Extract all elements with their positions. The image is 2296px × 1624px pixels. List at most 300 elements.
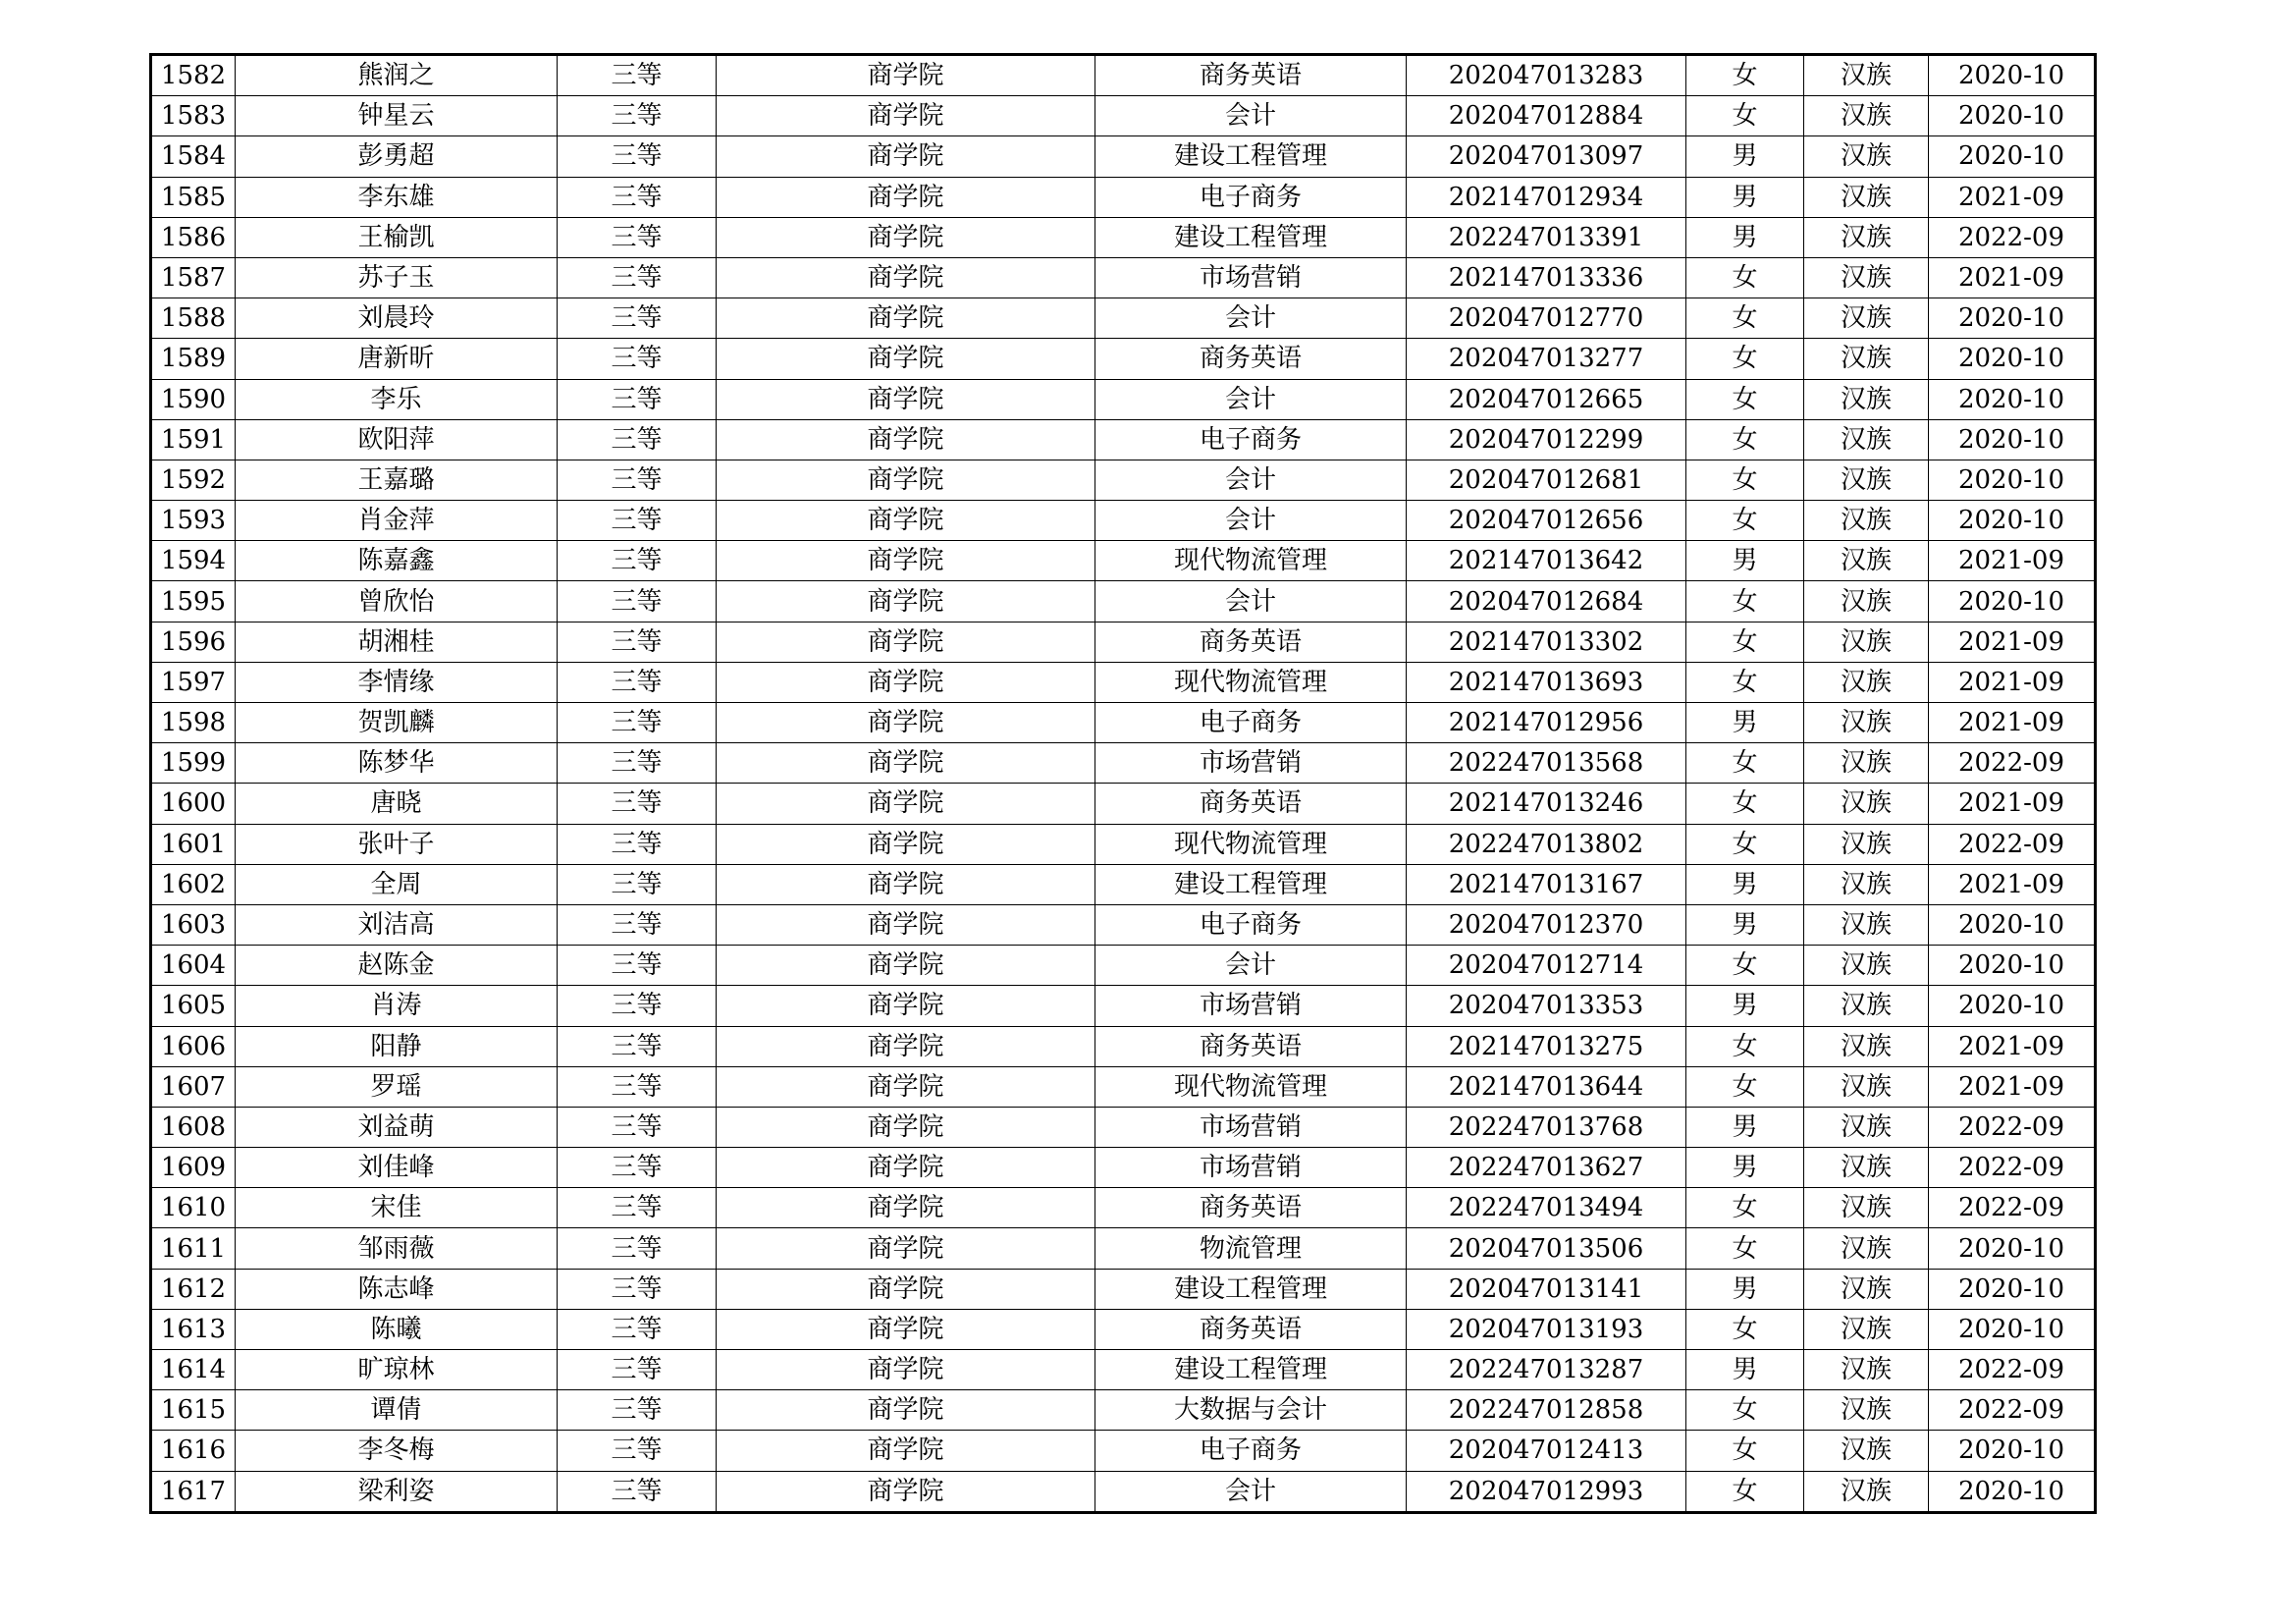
enrollment-date-cell: 2022-09 [1929, 743, 2096, 784]
college-cell: 商学院 [717, 1350, 1095, 1390]
college-cell: 商学院 [717, 55, 1095, 96]
table-row [151, 1309, 2096, 1349]
enrollment-date-cell: 2020-10 [1929, 55, 2096, 96]
ethnicity-cell: 汉族 [1804, 257, 1929, 298]
student-name-cell: 全周 [236, 864, 558, 904]
ethnicity-cell: 汉族 [1804, 1148, 1929, 1188]
award-level-cell: 三等 [558, 298, 717, 339]
student-name-cell: 邹雨薇 [236, 1228, 558, 1269]
college-cell: 商学院 [717, 986, 1095, 1026]
ethnicity-cell: 汉族 [1804, 136, 1929, 177]
ethnicity-cell: 汉族 [1804, 419, 1929, 460]
student-id-cell: 202247013802 [1407, 824, 1686, 864]
award-level-cell: 三等 [558, 501, 717, 541]
award-level-cell: 三等 [558, 581, 717, 622]
serial-number-cell: 1615 [151, 1390, 236, 1431]
serial-number-cell: 1604 [151, 946, 236, 986]
table-row [151, 1107, 2096, 1147]
major-cell: 会计 [1095, 96, 1407, 136]
student-id-cell: 202047012684 [1407, 581, 1686, 622]
ethnicity-cell: 汉族 [1804, 946, 1929, 986]
serial-number-cell: 1606 [151, 1026, 236, 1066]
major-cell: 会计 [1095, 460, 1407, 500]
table-row [151, 1066, 2096, 1107]
major-cell: 会计 [1095, 379, 1407, 419]
ethnicity-cell: 汉族 [1804, 1390, 1929, 1431]
student-name-cell: 曾欣怡 [236, 581, 558, 622]
student-name-cell: 陈梦华 [236, 743, 558, 784]
gender-cell: 女 [1686, 298, 1804, 339]
serial-number-cell: 1612 [151, 1269, 236, 1309]
award-level-cell: 三等 [558, 1026, 717, 1066]
student-name-cell: 唐新昕 [236, 339, 558, 379]
student-name-cell: 肖金萍 [236, 501, 558, 541]
enrollment-date-cell: 2020-10 [1929, 1431, 2096, 1471]
student-name-cell: 彭勇超 [236, 136, 558, 177]
award-level-cell: 三等 [558, 1107, 717, 1147]
gender-cell: 男 [1686, 904, 1804, 945]
major-cell: 会计 [1095, 501, 1407, 541]
student-name-cell: 贺凯麟 [236, 703, 558, 743]
enrollment-date-cell: 2022-09 [1929, 824, 2096, 864]
award-level-cell: 三等 [558, 1431, 717, 1471]
major-cell: 现代物流管理 [1095, 662, 1407, 702]
enrollment-date-cell: 2021-09 [1929, 1026, 2096, 1066]
college-cell: 商学院 [717, 1188, 1095, 1228]
college-cell: 商学院 [717, 1148, 1095, 1188]
gender-cell: 女 [1686, 1066, 1804, 1107]
serial-number-cell: 1590 [151, 379, 236, 419]
award-level-cell: 三等 [558, 257, 717, 298]
student-name-cell: 陈曦 [236, 1309, 558, 1349]
serial-number-cell: 1610 [151, 1188, 236, 1228]
student-name-cell: 刘佳峰 [236, 1148, 558, 1188]
student-name-cell: 旷琼林 [236, 1350, 558, 1390]
enrollment-date-cell: 2020-10 [1929, 136, 2096, 177]
serial-number-cell: 1587 [151, 257, 236, 298]
ethnicity-cell: 汉族 [1804, 1188, 1929, 1228]
table-row [151, 177, 2096, 217]
gender-cell: 女 [1686, 622, 1804, 662]
table-row [151, 96, 2096, 136]
table-row [151, 1228, 2096, 1269]
major-cell: 市场营销 [1095, 1107, 1407, 1147]
major-cell: 电子商务 [1095, 904, 1407, 945]
major-cell: 会计 [1095, 1471, 1407, 1512]
serial-number-cell: 1596 [151, 622, 236, 662]
enrollment-date-cell: 2021-09 [1929, 784, 2096, 824]
enrollment-date-cell: 2020-10 [1929, 1471, 2096, 1512]
major-cell: 商务英语 [1095, 1188, 1407, 1228]
ethnicity-cell: 汉族 [1804, 460, 1929, 500]
student-id-cell: 202147013167 [1407, 864, 1686, 904]
serial-number-cell: 1602 [151, 864, 236, 904]
major-cell: 市场营销 [1095, 257, 1407, 298]
major-cell: 建设工程管理 [1095, 864, 1407, 904]
student-name-cell: 王榆凯 [236, 217, 558, 257]
award-level-cell: 三等 [558, 136, 717, 177]
table-row [151, 784, 2096, 824]
college-cell: 商学院 [717, 1228, 1095, 1269]
ethnicity-cell: 汉族 [1804, 1350, 1929, 1390]
enrollment-date-cell: 2020-10 [1929, 379, 2096, 419]
ethnicity-cell: 汉族 [1804, 743, 1929, 784]
award-level-cell: 三等 [558, 904, 717, 945]
award-level-cell: 三等 [558, 460, 717, 500]
ethnicity-cell: 汉族 [1804, 96, 1929, 136]
serial-number-cell: 1598 [151, 703, 236, 743]
serial-number-cell: 1608 [151, 1107, 236, 1147]
major-cell: 建设工程管理 [1095, 1269, 1407, 1309]
ethnicity-cell: 汉族 [1804, 177, 1929, 217]
major-cell: 商务英语 [1095, 339, 1407, 379]
major-cell: 商务英语 [1095, 622, 1407, 662]
gender-cell: 男 [1686, 703, 1804, 743]
serial-number-cell: 1611 [151, 1228, 236, 1269]
student-id-cell: 202047012299 [1407, 419, 1686, 460]
table-row [151, 1269, 2096, 1309]
student-name-cell: 王嘉璐 [236, 460, 558, 500]
gender-cell: 女 [1686, 257, 1804, 298]
ethnicity-cell: 汉族 [1804, 784, 1929, 824]
serial-number-cell: 1588 [151, 298, 236, 339]
gender-cell: 女 [1686, 743, 1804, 784]
ethnicity-cell: 汉族 [1804, 541, 1929, 581]
student-id-cell: 202047012413 [1407, 1431, 1686, 1471]
enrollment-date-cell: 2020-10 [1929, 298, 2096, 339]
enrollment-date-cell: 2020-10 [1929, 946, 2096, 986]
major-cell: 电子商务 [1095, 177, 1407, 217]
college-cell: 商学院 [717, 217, 1095, 257]
college-cell: 商学院 [717, 662, 1095, 702]
award-level-cell: 三等 [558, 946, 717, 986]
student-name-cell: 刘洁高 [236, 904, 558, 945]
student-id-cell: 202047012370 [1407, 904, 1686, 945]
student-id-cell: 202047012714 [1407, 946, 1686, 986]
student-id-cell: 202047013506 [1407, 1228, 1686, 1269]
major-cell: 现代物流管理 [1095, 541, 1407, 581]
award-level-cell: 三等 [558, 55, 717, 96]
college-cell: 商学院 [717, 298, 1095, 339]
student-name-cell: 苏子玉 [236, 257, 558, 298]
serial-number-cell: 1600 [151, 784, 236, 824]
student-name-cell: 肖涛 [236, 986, 558, 1026]
award-level-cell: 三等 [558, 1066, 717, 1107]
major-cell: 建设工程管理 [1095, 1350, 1407, 1390]
ethnicity-cell: 汉族 [1804, 1107, 1929, 1147]
gender-cell: 男 [1686, 177, 1804, 217]
ethnicity-cell: 汉族 [1804, 986, 1929, 1026]
major-cell: 市场营销 [1095, 1148, 1407, 1188]
table-row [151, 904, 2096, 945]
college-cell: 商学院 [717, 581, 1095, 622]
gender-cell: 女 [1686, 339, 1804, 379]
enrollment-date-cell: 2020-10 [1929, 581, 2096, 622]
college-cell: 商学院 [717, 784, 1095, 824]
college-cell: 商学院 [717, 1471, 1095, 1512]
enrollment-date-cell: 2020-10 [1929, 460, 2096, 500]
gender-cell: 男 [1686, 136, 1804, 177]
table-row [151, 257, 2096, 298]
enrollment-date-cell: 2021-09 [1929, 662, 2096, 702]
student-name-cell: 阳静 [236, 1026, 558, 1066]
award-level-cell: 三等 [558, 1350, 717, 1390]
award-level-cell: 三等 [558, 379, 717, 419]
ethnicity-cell: 汉族 [1804, 379, 1929, 419]
ethnicity-cell: 汉族 [1804, 1431, 1929, 1471]
student-id-cell: 202047012770 [1407, 298, 1686, 339]
gender-cell: 女 [1686, 501, 1804, 541]
major-cell: 电子商务 [1095, 419, 1407, 460]
student-id-cell: 202047013353 [1407, 986, 1686, 1026]
ethnicity-cell: 汉族 [1804, 1066, 1929, 1107]
college-cell: 商学院 [717, 460, 1095, 500]
gender-cell: 男 [1686, 1350, 1804, 1390]
gender-cell: 女 [1686, 946, 1804, 986]
award-level-cell: 三等 [558, 1228, 717, 1269]
enrollment-date-cell: 2020-10 [1929, 96, 2096, 136]
enrollment-date-cell: 2021-09 [1929, 622, 2096, 662]
student-name-cell: 刘晨玲 [236, 298, 558, 339]
major-cell: 市场营销 [1095, 743, 1407, 784]
college-cell: 商学院 [717, 703, 1095, 743]
gender-cell: 男 [1686, 217, 1804, 257]
table-row [151, 743, 2096, 784]
student-id-cell: 202047012681 [1407, 460, 1686, 500]
college-cell: 商学院 [717, 379, 1095, 419]
enrollment-date-cell: 2020-10 [1929, 501, 2096, 541]
award-level-cell: 三等 [558, 743, 717, 784]
student-name-cell: 钟星云 [236, 96, 558, 136]
serial-number-cell: 1599 [151, 743, 236, 784]
ethnicity-cell: 汉族 [1804, 1269, 1929, 1309]
serial-number-cell: 1582 [151, 55, 236, 96]
major-cell: 现代物流管理 [1095, 1066, 1407, 1107]
ethnicity-cell: 汉族 [1804, 864, 1929, 904]
award-level-cell: 三等 [558, 703, 717, 743]
award-level-cell: 三等 [558, 1309, 717, 1349]
college-cell: 商学院 [717, 1066, 1095, 1107]
student-id-cell: 202147012956 [1407, 703, 1686, 743]
award-level-cell: 三等 [558, 419, 717, 460]
student-name-cell: 宋佳 [236, 1188, 558, 1228]
award-level-cell: 三等 [558, 622, 717, 662]
major-cell: 会计 [1095, 298, 1407, 339]
student-name-cell: 李乐 [236, 379, 558, 419]
student-id-cell: 202147012934 [1407, 177, 1686, 217]
gender-cell: 男 [1686, 1269, 1804, 1309]
enrollment-date-cell: 2021-09 [1929, 177, 2096, 217]
student-name-cell: 欧阳萍 [236, 419, 558, 460]
award-level-cell: 三等 [558, 662, 717, 702]
student-id-cell: 202047012884 [1407, 96, 1686, 136]
serial-number-cell: 1585 [151, 177, 236, 217]
award-level-cell: 三等 [558, 339, 717, 379]
table-row [151, 824, 2096, 864]
enrollment-date-cell: 2020-10 [1929, 904, 2096, 945]
ethnicity-cell: 汉族 [1804, 1309, 1929, 1349]
student-id-cell: 202047013277 [1407, 339, 1686, 379]
serial-number-cell: 1617 [151, 1471, 236, 1512]
table-row [151, 1390, 2096, 1431]
table-row [151, 1431, 2096, 1471]
enrollment-date-cell: 2021-09 [1929, 864, 2096, 904]
college-cell: 商学院 [717, 864, 1095, 904]
student-name-cell: 熊润之 [236, 55, 558, 96]
enrollment-date-cell: 2022-09 [1929, 1107, 2096, 1147]
ethnicity-cell: 汉族 [1804, 703, 1929, 743]
major-cell: 商务英语 [1095, 55, 1407, 96]
serial-number-cell: 1616 [151, 1431, 236, 1471]
ethnicity-cell: 汉族 [1804, 904, 1929, 945]
gender-cell: 女 [1686, 1309, 1804, 1349]
ethnicity-cell: 汉族 [1804, 501, 1929, 541]
college-cell: 商学院 [717, 904, 1095, 945]
serial-number-cell: 1594 [151, 541, 236, 581]
table-row [151, 986, 2096, 1026]
enrollment-date-cell: 2020-10 [1929, 986, 2096, 1026]
college-cell: 商学院 [717, 1309, 1095, 1349]
gender-cell: 女 [1686, 1471, 1804, 1512]
award-level-cell: 三等 [558, 986, 717, 1026]
student-id-cell: 202047013283 [1407, 55, 1686, 96]
serial-number-cell: 1603 [151, 904, 236, 945]
table-row [151, 864, 2096, 904]
gender-cell: 男 [1686, 986, 1804, 1026]
enrollment-date-cell: 2022-09 [1929, 1390, 2096, 1431]
student-name-cell: 谭倩 [236, 1390, 558, 1431]
serial-number-cell: 1583 [151, 96, 236, 136]
ethnicity-cell: 汉族 [1804, 824, 1929, 864]
ethnicity-cell: 汉族 [1804, 581, 1929, 622]
gender-cell: 男 [1686, 1107, 1804, 1147]
gender-cell: 女 [1686, 1390, 1804, 1431]
ethnicity-cell: 汉族 [1804, 1471, 1929, 1512]
award-level-cell: 三等 [558, 1188, 717, 1228]
enrollment-date-cell: 2020-10 [1929, 1228, 2096, 1269]
ethnicity-cell: 汉族 [1804, 622, 1929, 662]
student-id-cell: 202247013391 [1407, 217, 1686, 257]
student-id-cell: 202147013693 [1407, 662, 1686, 702]
award-level-cell: 三等 [558, 1269, 717, 1309]
major-cell: 现代物流管理 [1095, 824, 1407, 864]
student-name-cell: 刘益萌 [236, 1107, 558, 1147]
ethnicity-cell: 汉族 [1804, 662, 1929, 702]
award-level-cell: 三等 [558, 784, 717, 824]
student-id-cell: 202147013336 [1407, 257, 1686, 298]
gender-cell: 女 [1686, 379, 1804, 419]
table-row [151, 1026, 2096, 1066]
student-id-cell: 202147013246 [1407, 784, 1686, 824]
enrollment-date-cell: 2022-09 [1929, 1350, 2096, 1390]
college-cell: 商学院 [717, 96, 1095, 136]
student-name-cell: 李冬梅 [236, 1431, 558, 1471]
major-cell: 会计 [1095, 946, 1407, 986]
major-cell: 物流管理 [1095, 1228, 1407, 1269]
gender-cell: 女 [1686, 784, 1804, 824]
college-cell: 商学院 [717, 1431, 1095, 1471]
serial-number-cell: 1605 [151, 986, 236, 1026]
college-cell: 商学院 [717, 501, 1095, 541]
table-row [151, 379, 2096, 419]
student-name-cell: 赵陈金 [236, 946, 558, 986]
enrollment-date-cell: 2022-09 [1929, 217, 2096, 257]
college-cell: 商学院 [717, 339, 1095, 379]
gender-cell: 女 [1686, 419, 1804, 460]
student-name-cell: 陈嘉鑫 [236, 541, 558, 581]
serial-number-cell: 1589 [151, 339, 236, 379]
college-cell: 商学院 [717, 946, 1095, 986]
enrollment-date-cell: 2020-10 [1929, 1269, 2096, 1309]
ethnicity-cell: 汉族 [1804, 339, 1929, 379]
table-row [151, 419, 2096, 460]
college-cell: 商学院 [717, 136, 1095, 177]
gender-cell: 女 [1686, 55, 1804, 96]
serial-number-cell: 1601 [151, 824, 236, 864]
ethnicity-cell: 汉族 [1804, 217, 1929, 257]
gender-cell: 女 [1686, 662, 1804, 702]
serial-number-cell: 1607 [151, 1066, 236, 1107]
college-cell: 商学院 [717, 177, 1095, 217]
student-id-cell: 202247012858 [1407, 1390, 1686, 1431]
award-level-cell: 三等 [558, 1148, 717, 1188]
gender-cell: 女 [1686, 96, 1804, 136]
student-name-cell: 唐晓 [236, 784, 558, 824]
table-row [151, 581, 2096, 622]
college-cell: 商学院 [717, 1269, 1095, 1309]
enrollment-date-cell: 2021-09 [1929, 541, 2096, 581]
major-cell: 建设工程管理 [1095, 217, 1407, 257]
table-row [151, 1471, 2096, 1512]
student-name-cell: 梁利姿 [236, 1471, 558, 1512]
serial-number-cell: 1597 [151, 662, 236, 702]
enrollment-date-cell: 2020-10 [1929, 419, 2096, 460]
table-row [151, 1350, 2096, 1390]
student-id-cell: 202147013644 [1407, 1066, 1686, 1107]
college-cell: 商学院 [717, 1107, 1095, 1147]
serial-number-cell: 1614 [151, 1350, 236, 1390]
major-cell: 大数据与会计 [1095, 1390, 1407, 1431]
table-row [151, 460, 2096, 500]
ethnicity-cell: 汉族 [1804, 298, 1929, 339]
enrollment-date-cell: 2020-10 [1929, 339, 2096, 379]
table-row [151, 1188, 2096, 1228]
student-id-cell: 202147013302 [1407, 622, 1686, 662]
student-id-cell: 202147013275 [1407, 1026, 1686, 1066]
ethnicity-cell: 汉族 [1804, 1228, 1929, 1269]
gender-cell: 女 [1686, 1026, 1804, 1066]
student-name-cell: 陈志峰 [236, 1269, 558, 1309]
student-id-cell: 202247013287 [1407, 1350, 1686, 1390]
student-name-cell: 李情缘 [236, 662, 558, 702]
student-id-cell: 202047012656 [1407, 501, 1686, 541]
enrollment-date-cell: 2022-09 [1929, 1148, 2096, 1188]
major-cell: 商务英语 [1095, 1026, 1407, 1066]
enrollment-date-cell: 2021-09 [1929, 703, 2096, 743]
student-name-cell: 胡湘桂 [236, 622, 558, 662]
student-id-cell: 202247013568 [1407, 743, 1686, 784]
award-level-cell: 三等 [558, 1471, 717, 1512]
major-cell: 商务英语 [1095, 784, 1407, 824]
enrollment-date-cell: 2021-09 [1929, 1066, 2096, 1107]
serial-number-cell: 1586 [151, 217, 236, 257]
table-row [151, 217, 2096, 257]
award-level-cell: 三等 [558, 177, 717, 217]
college-cell: 商学院 [717, 257, 1095, 298]
serial-number-cell: 1592 [151, 460, 236, 500]
enrollment-date-cell: 2020-10 [1929, 1309, 2096, 1349]
student-id-cell: 202047013193 [1407, 1309, 1686, 1349]
